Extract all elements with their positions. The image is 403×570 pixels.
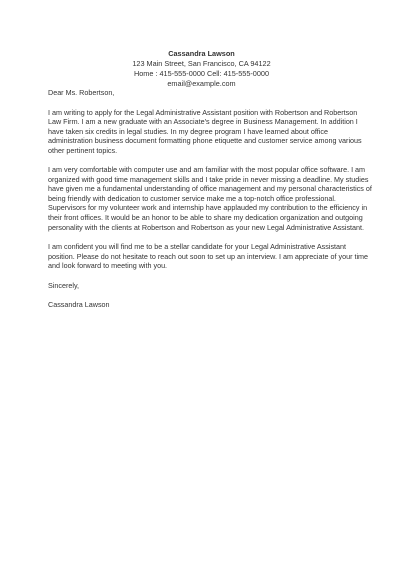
sender-name: Cassandra Lawson bbox=[168, 49, 235, 58]
sender-email: email@example.com bbox=[167, 79, 236, 88]
paragraph-2 bbox=[48, 165, 372, 232]
paragraph-line: administration business document formatting phone etiquette and customer service among various bbox=[48, 136, 362, 146]
paragraph-line: I am writing to apply for the Legal Administrative Assistant position with Robertson and Robertson bbox=[48, 107, 358, 117]
paragraph-line: their front offices. It would be an honor to be able to share my dedication organization and outgoing bbox=[48, 213, 363, 223]
paragraph-1 bbox=[48, 108, 360, 156]
letter-header bbox=[0, 49, 403, 89]
salutation: Dear Ms. Robertson, bbox=[48, 88, 115, 97]
paragraph-line: have taken six credits in legal studies. In my degree program I have learned about office bbox=[48, 126, 328, 136]
paragraph-line: organized with good time management skills and I take pride in never missing a deadline. My studies bbox=[48, 174, 369, 184]
closing: Sincerely, bbox=[48, 280, 80, 290]
paragraph-line: personality with the clients at Robertson and Robertson as your new Legal Administrative Assistant. bbox=[48, 222, 365, 232]
paragraph-line: other pertinent topics. bbox=[48, 145, 118, 155]
paragraph-line: I am very comfortable with computer use and am familiar with the most popular office software. I am bbox=[48, 165, 366, 175]
signature: Cassandra Lawson bbox=[48, 300, 110, 310]
sender-address: 123 Main Street, San Francisco, CA 94122 bbox=[132, 59, 271, 68]
paragraph-line: have given me a fundamental understanding of office management and my personal characteristics of bbox=[48, 184, 372, 194]
paragraph-line: I am confident you will find me to be a stellar candidate for your Legal Administrative Assistant bbox=[48, 242, 347, 252]
sender-phones: Home : 415-555-0000 Cell: 415-555-0000 bbox=[133, 69, 270, 78]
paragraph-line: being friendly with dedication to customer service make me a top-notch office professional. bbox=[48, 193, 336, 203]
paragraph-line: Supervisors for my volunteer work and internship have applauded my contribution to the efficiency in bbox=[48, 203, 368, 213]
paragraph-line: Law Firm. I am a new graduate with an Associate's degree in Business Management. In addition I bbox=[48, 117, 358, 127]
paragraph-line: and look forward to meeting with you. bbox=[48, 261, 168, 271]
paragraph-line: position. Please do not hesitate to reach out soon to set up an interview. I am appreciate of your time bbox=[48, 251, 369, 261]
paragraph-3 bbox=[48, 242, 369, 271]
letter-body bbox=[48, 88, 372, 310]
